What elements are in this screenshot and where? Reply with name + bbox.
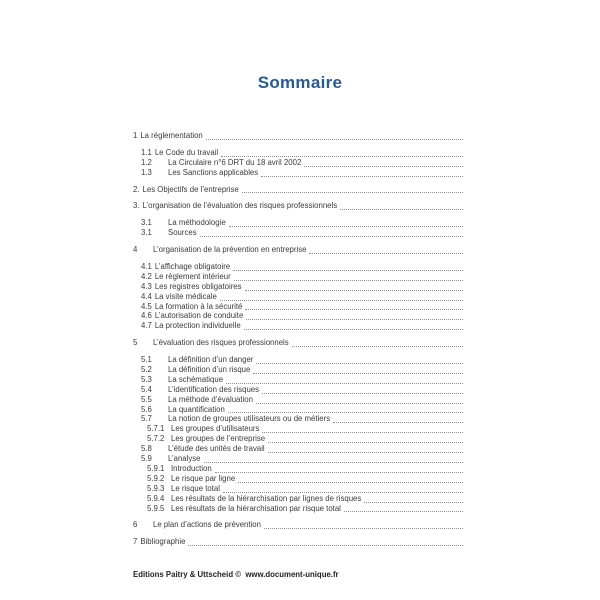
toc-item bbox=[133, 474, 463, 484]
toc-item-number: 5.9.1 bbox=[147, 463, 165, 473]
toc-item-number: 4.3 bbox=[141, 281, 152, 291]
toc-item-label: La Circulaire n°6 DRT du 18 avril 2002 bbox=[168, 157, 302, 167]
dotted-leader bbox=[206, 131, 463, 140]
toc-item-number: 5.9.3 bbox=[147, 483, 165, 493]
toc-item bbox=[133, 272, 463, 282]
toc-item bbox=[133, 405, 463, 415]
toc-item-label: La méthode d’évaluation bbox=[168, 394, 253, 404]
dotted-leader bbox=[244, 321, 463, 330]
toc-item-number: 5.7.2 bbox=[147, 434, 165, 444]
toc-item bbox=[133, 311, 463, 321]
toc-item bbox=[133, 355, 463, 365]
toc-item-number: 5.5 bbox=[141, 394, 152, 404]
toc-item bbox=[133, 168, 463, 178]
toc-item-label: L’organisation de l’évaluation des risques professionnels bbox=[142, 201, 338, 211]
toc-item-label: Le règlement intérieur bbox=[154, 271, 231, 281]
toc-item-number: 5.2 bbox=[141, 365, 152, 375]
toc-item-label: La notion de groupes utilisateurs ou de métiers bbox=[168, 414, 331, 424]
dotted-leader bbox=[246, 311, 463, 320]
dotted-leader bbox=[268, 434, 463, 443]
dotted-leader bbox=[261, 168, 463, 177]
toc-item-number: 4.6 bbox=[141, 311, 152, 321]
toc-item bbox=[133, 158, 463, 168]
toc-item-label: L’étude des unités de travail bbox=[168, 444, 265, 454]
toc-item-number: 5.7 bbox=[141, 414, 152, 424]
toc-item-number: 5.4 bbox=[141, 384, 152, 394]
toc-item-number: 4.4 bbox=[141, 291, 152, 301]
toc-item-number: 3. bbox=[133, 201, 140, 211]
toc-item-number: 5.1 bbox=[141, 355, 152, 365]
dotted-leader bbox=[188, 537, 463, 546]
toc-item-number: 3.1 bbox=[141, 218, 152, 228]
dotted-leader bbox=[223, 484, 463, 493]
dotted-leader bbox=[238, 474, 463, 483]
dotted-leader bbox=[364, 494, 463, 503]
toc-item-number: 1.1 bbox=[141, 147, 152, 157]
toc-item bbox=[133, 185, 463, 195]
toc-item-label: Les résultats de la hiérarchisation par lignes de risques bbox=[171, 493, 362, 503]
toc-item-label: L’évaluation des risques professionnels bbox=[153, 338, 289, 348]
toc-item-number: 6 bbox=[133, 520, 138, 530]
toc-item-number: 5.6 bbox=[141, 404, 152, 414]
toc-item bbox=[133, 302, 463, 312]
toc-item bbox=[133, 228, 463, 238]
toc-item bbox=[133, 321, 463, 331]
dotted-leader bbox=[229, 218, 463, 227]
toc-item bbox=[133, 282, 463, 292]
table-of-contents bbox=[133, 131, 463, 547]
toc-item bbox=[133, 131, 463, 141]
dotted-leader bbox=[245, 302, 463, 311]
toc-item-label: Les Objectifs de l’entreprise bbox=[142, 184, 239, 194]
dotted-leader bbox=[253, 365, 463, 374]
toc-item-number: 5.9.5 bbox=[147, 503, 165, 513]
toc-item-label: L’analyse bbox=[168, 454, 201, 464]
toc-item-label: Le risque par ligne bbox=[171, 473, 236, 483]
toc-item-number: 4.2 bbox=[141, 271, 152, 281]
toc-item-number: 5.9.2 bbox=[147, 473, 165, 483]
toc-item-number: 1.2 bbox=[141, 157, 152, 167]
dotted-leader bbox=[344, 504, 463, 513]
toc-item-label: L’affichage obligatoire bbox=[154, 262, 231, 272]
toc-item-number: 5.9.4 bbox=[147, 493, 165, 503]
toc-item bbox=[133, 504, 463, 514]
toc-item bbox=[133, 520, 463, 530]
toc-item-label: La schématique bbox=[168, 374, 224, 384]
toc-item-label: Le plan d’actions de prévention bbox=[153, 520, 261, 530]
toc-item-label: Le risque total bbox=[171, 483, 220, 493]
toc-item-label: Bibliographie bbox=[140, 537, 186, 547]
toc-item bbox=[133, 434, 463, 444]
toc-item-number: 7 bbox=[133, 537, 138, 547]
dotted-leader bbox=[264, 520, 463, 529]
toc-item bbox=[133, 537, 463, 547]
toc-item bbox=[133, 494, 463, 504]
toc-item-label: La méthodologie bbox=[168, 218, 226, 228]
toc-item-label: L’organisation de la prévention en entreprise bbox=[153, 245, 307, 255]
dotted-leader bbox=[262, 424, 463, 433]
dotted-leader bbox=[220, 292, 463, 301]
toc-item bbox=[133, 444, 463, 454]
toc-item bbox=[133, 375, 463, 385]
dotted-leader bbox=[200, 228, 463, 237]
dotted-leader bbox=[245, 282, 463, 291]
toc-item bbox=[133, 414, 463, 424]
toc-item-label: La formation à la sécurité bbox=[154, 301, 243, 311]
toc-item-label: La réglementation bbox=[140, 131, 203, 140]
toc-item-label: Les registres obligatoires bbox=[154, 281, 242, 291]
toc-item-number: 4.7 bbox=[141, 321, 152, 331]
toc-item bbox=[133, 338, 463, 348]
toc-item bbox=[133, 245, 463, 255]
dotted-leader bbox=[340, 201, 463, 210]
toc-item bbox=[133, 262, 463, 272]
toc-item-label: La quantification bbox=[168, 404, 225, 414]
toc-item bbox=[133, 385, 463, 395]
toc-item-label: La protection individuelle bbox=[154, 321, 241, 331]
toc-item bbox=[133, 464, 463, 474]
dotted-leader bbox=[215, 464, 463, 473]
toc-item-label: Les résultats de la hiérarchisation par risque total bbox=[171, 503, 341, 513]
dotted-leader bbox=[204, 454, 463, 463]
toc-item bbox=[133, 201, 463, 211]
dotted-leader bbox=[242, 185, 463, 194]
dotted-leader bbox=[309, 245, 463, 254]
dotted-leader bbox=[333, 414, 463, 423]
toc-item bbox=[133, 148, 463, 158]
toc-item bbox=[133, 292, 463, 302]
toc-item-number: 5.3 bbox=[141, 374, 152, 384]
toc-item bbox=[133, 484, 463, 494]
toc-item-number: 5 bbox=[133, 338, 138, 348]
toc-item-number: 1.3 bbox=[141, 167, 152, 177]
dotted-leader bbox=[268, 444, 463, 453]
toc-item-label: La définition d’un risque bbox=[168, 365, 251, 375]
toc-item-label: Sources bbox=[168, 228, 197, 238]
dotted-leader bbox=[221, 148, 463, 157]
toc-item bbox=[133, 424, 463, 434]
toc-item-label: Le Code du travail bbox=[154, 147, 219, 157]
toc-item-number: 4.1 bbox=[141, 262, 152, 272]
page-title: Sommaire bbox=[257, 73, 343, 92]
toc-item-label: La visite médicale bbox=[154, 291, 217, 301]
toc-item-number: 5.7.1 bbox=[147, 424, 165, 434]
toc-item-number: 1 bbox=[133, 131, 138, 140]
toc-item-number: 4 bbox=[133, 245, 138, 255]
toc-item-number: 2. bbox=[133, 184, 140, 194]
dotted-leader bbox=[228, 405, 463, 414]
toc-item-label: La définition d’un danger bbox=[168, 355, 254, 365]
dotted-leader bbox=[304, 158, 463, 167]
dotted-leader bbox=[262, 385, 463, 394]
dotted-leader bbox=[256, 355, 463, 364]
toc-item bbox=[133, 395, 463, 405]
toc-item bbox=[133, 454, 463, 464]
dotted-leader bbox=[233, 262, 463, 271]
toc-item-label: Introduction bbox=[171, 463, 212, 473]
toc-item-number: 3.1 bbox=[141, 228, 152, 238]
toc-item-label: Les groupes de l’entreprise bbox=[171, 434, 266, 444]
toc-item-number: 5.9 bbox=[141, 454, 152, 464]
dotted-leader bbox=[292, 338, 463, 347]
page-footer: Editions Paitry & Uttscheid © www.document-unique.fr bbox=[133, 570, 339, 579]
toc-item-label: L’autorisation de conduite bbox=[154, 311, 244, 321]
dotted-leader bbox=[234, 272, 463, 281]
toc-item bbox=[133, 365, 463, 375]
toc-item-number: 4.5 bbox=[141, 301, 152, 311]
dotted-leader bbox=[256, 395, 463, 404]
dotted-leader bbox=[226, 375, 463, 384]
toc-item-number: 5.8 bbox=[141, 444, 152, 454]
toc-item-label: Les Sanctions applicables bbox=[168, 167, 259, 177]
toc-item-label: Les groupes d’utilisateurs bbox=[171, 424, 260, 434]
toc-item-label: L’identification des risques bbox=[168, 384, 260, 394]
toc-item bbox=[133, 218, 463, 228]
